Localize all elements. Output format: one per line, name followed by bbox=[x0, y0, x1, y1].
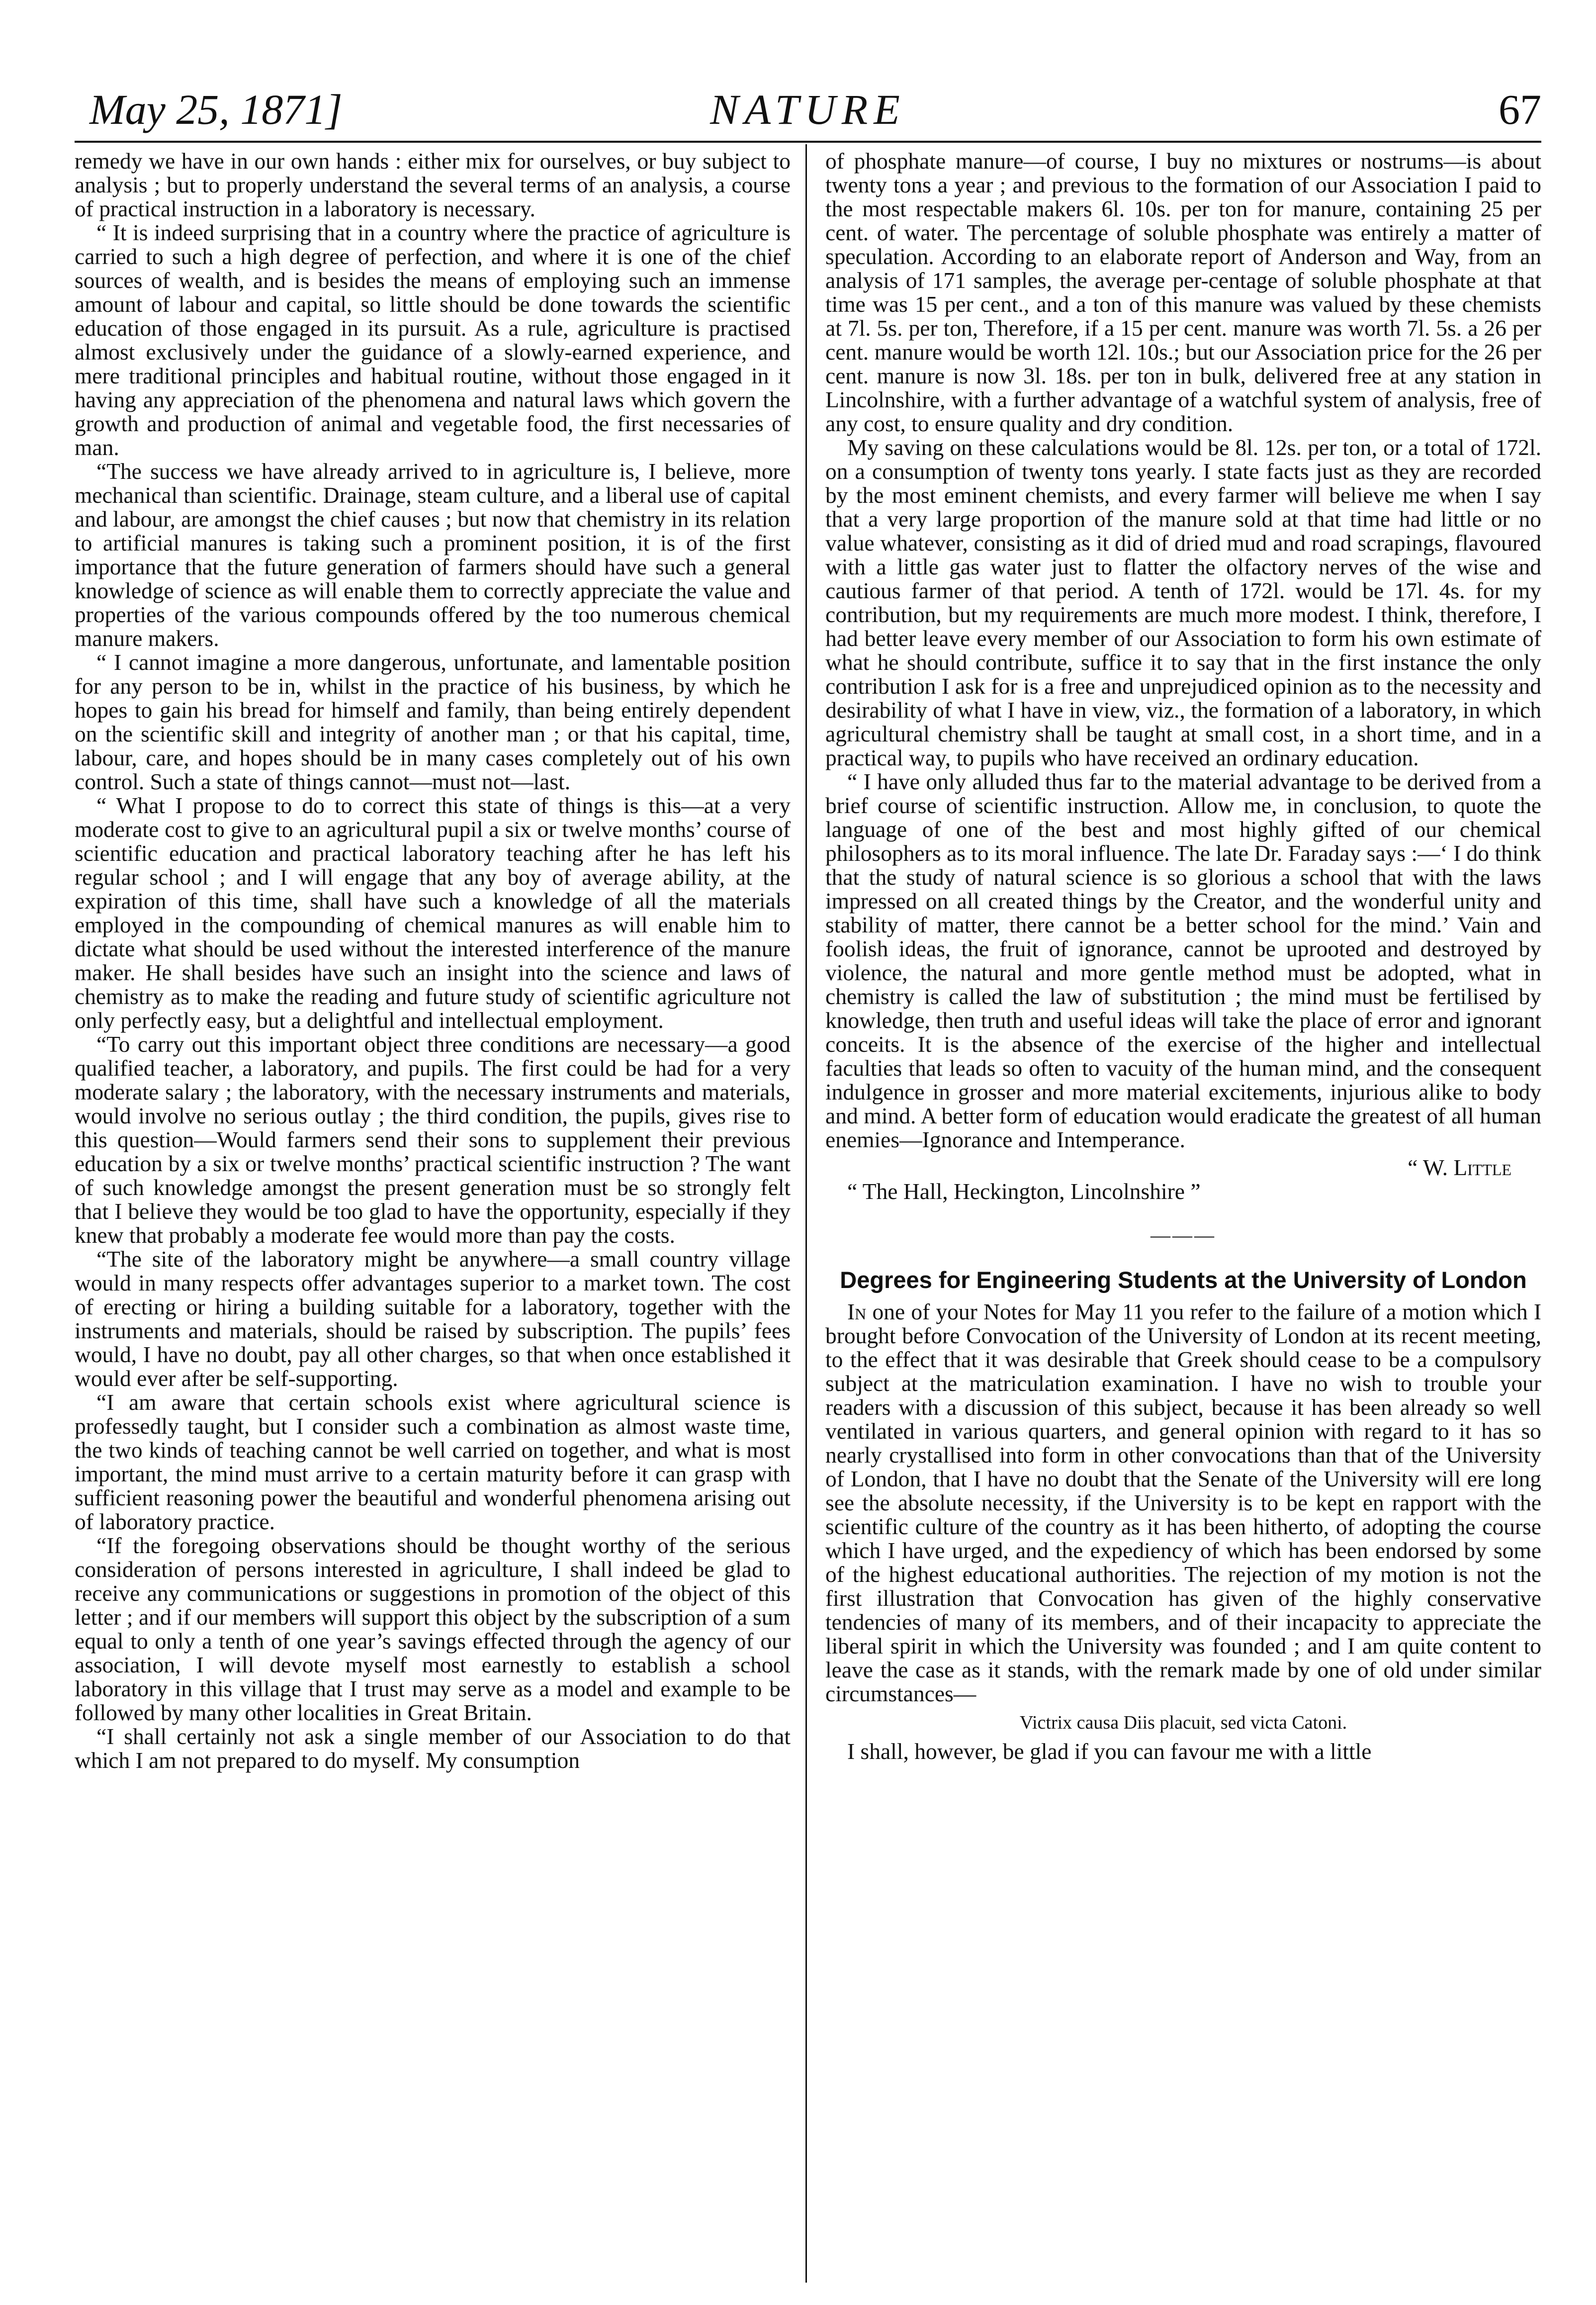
address: “ The Hall, Heckington, Lincolnshire ” bbox=[847, 1179, 1201, 1204]
paragraph: My saving on these calculations would be 8l. 12s. per ton, or a total of 172l. on a consumption of twenty tons yearly. I state facts just as they are recorded by the most eminent chemists, and every farmer will believe me when I say that a very large proportion of the manure sold at that time had little or no value whatever, consisting as it did of dried mud and road scrapings, flavoured with a little gas water just to flatter the olfactory nerves of the wise and cautious farmer of that period. A tenth of 172l. would be 17l. 4s. for my contribution, but my requirements are much more modest. I think, therefore, I had better leave every member of our Association to form his own estimate of what he should contribute, suffice it to say that in the first instance the only contribution I ask for is a free and unprejudiced opinion as to the necessity and desirability of what I have in view, viz., the formation of a laboratory, in which agricultural chemistry shall be taught at small cost, in a short time, and in a practical way, to pupils who have received an ordinary education. bbox=[825, 435, 1541, 770]
section-body: one of your Notes for May 11 you refer to the failure of a motion which I brought before Convocation of the University of London at its recent meeting, to the effect that it was desirable that Greek should cease to be a compulsory subject at the matriculation examination. I have no wish to trouble your readers with a discussion of this subject, because it has been already so well ventilated in various quarters, and general opinion with regard to it has so nearly crystallised into form in other convocations than that of the University of London, that I have no doubt that the Senate of the University will ere long see the absolute necessity, if the University is to be kept en rapport with the scientific culture of the country as it has been hitherto, of adopting the course which I have urged, and the expediency of which has been endorsed by some of the highest educational authorities. The rejection of my motion is not the first illustration that Convocation has given of the highly conservative tendencies of many of its members, and of their incapacity to appreciate the liberal spirit in which the University was founded ; and I am quite content to leave the case as it stands, with the remark made by one of old under similar circumstances— bbox=[825, 1299, 1541, 1706]
page-number: 67 bbox=[1499, 86, 1541, 133]
section-title: Degrees for Engineering Students at the University of London bbox=[840, 1267, 1527, 1293]
paragraph: remedy we have in our own hands : either mix for ourselves, or buy subject to analysis ; but to properly understand the several terms of an analysis, a course of practical instruction in a laboratory is necessary. bbox=[75, 148, 791, 221]
latin-quote: Victrix causa Diis placuit, sed victa Catoni. bbox=[1019, 1712, 1347, 1733]
journal-title: NATURE bbox=[710, 86, 906, 133]
paragraph: “I am aware that certain schools exist where agricultural science is professedly taught, but I consider such a combination as almost waste time, the two kinds of teaching cannot be well carried on together, and what is most important, the mind must arrive to a certain maturity before it can grasp with sufficient reasoning power the beautiful and wonderful phenomena arising out of laboratory practice. bbox=[75, 1389, 791, 1534]
issue-date: May 25, 1871] bbox=[89, 86, 343, 133]
paragraph: “The site of the laboratory might be anywhere—a small country village would in many respects offer advantages superior to a market town. The cost of erecting or hiring a building suitable for a laboratory, together with the instruments and materials, should be raised by subscription. The pupils’ fees would, I have no doubt, pay all other charges, so that when once established it would ever after be self-supporting. bbox=[75, 1246, 791, 1391]
paragraph: “I shall certainly not ask a single member of our Association to do that which I am not prepared to do myself. My consumption bbox=[75, 1724, 791, 1773]
paragraph: “ I cannot imagine a more dangerous, unfortunate, and lamentable position for any person to be in, whilst in the practice of his business, by which he hopes to gain his bread for himself and family, than being entirely dependent on the scientific skill and integrity of another man ; or that his capital, time, labour, care, and hopes should be in many cases completely out of his own control. Such a state of things cannot—must not—last. bbox=[75, 649, 791, 794]
section-paragraph bbox=[825, 1300, 1541, 1706]
right-column bbox=[825, 149, 1541, 1763]
signature bbox=[825, 1156, 1541, 1180]
paragraph: “If the foregoing observations should be thought worthy of the serious consideration of persons interested in agriculture, I shall indeed be glad to receive any communications or suggestions in promotion of the object of this letter ; and if our members will support this object by the subscription of a sum equal to only a tenth of one year’s savings effected through the agency of our association, I will devote myself most earnestly to establish a school laboratory in this village that I trust may serve as a model and example to be followed by many other localities in Great Britain. bbox=[75, 1533, 791, 1725]
section-lead-word: In bbox=[847, 1299, 867, 1324]
header-rule bbox=[75, 141, 1541, 143]
paragraph: “ I have only alluded thus far to the material advantage to be derived from a brief course of scientific instruction. Allow me, in conclusion, to quote the language of one of the best and most highly gifted of our chemical philosophers as to its moral influence. The late Dr. Faraday says :—‘ I do think that the study of natural science is so glorious a school that with the laws impressed on all created things by the Creator, and the wonderful unity and stability of matter, there cannot be a better school for the mind.’ Vain and foolish ideas, the fruit of ignorance, cannot be uprooted and destroyed by violence, the natural and more gentle method must be adopted, what in chemistry is called the law of substitution ; the mind must be fertilised by knowledge, then truth and useful ideas will take the place of error and ignorant conceits. It is the absence of the exercise of the higher and intellectual faculties that leads so often to vacuity of the human mind, and the consequent indulgence in grosser and more material excitements, injurious alike to body and mind. A better form of education would eradicate the greatest of all human enemies—Ignorance and Intemperance. bbox=[825, 769, 1541, 1152]
paragraph: “ What I propose to do to correct this state of things is this—at a very moderate cost to give to an agricultural pupil a six or twelve months’ course of scientific education and practical laboratory teaching after he has left his regular school ; and I will engage that any boy of average ability, at the expiration of this time, shall have such a knowledge of all the materials employed in the compounding of chemical manures as will enable him to dictate what should be used without the interested interference of the manure maker. He shall besides have such an insight into the science and laws of chemistry as to make the reading and future study of scientific agriculture not only perfectly easy, but a delightful and intellectual employment. bbox=[75, 793, 791, 1033]
column-divider bbox=[805, 144, 807, 2283]
paragraph: of phosphate manure—of course, I buy no mixtures or nostrums—is about twenty tons a year ; and previous to the formation of our Association I paid to the most respectable makers 6l. 10s. per ton for manure, containing 25 per cent. of water. The percentage of soluble phosphate was entirely a matter of speculation. According to an elaborate report of Anderson and Way, from an analysis of 171 samples, the average per-centage of soluble phosphate at that time was 15 per cent., and a ton of this manure was valued by these chemists at 7l. 5s. per ton, Therefore, if a 15 per cent. manure was worth 7l. 5s. a 26 per cent. manure would be worth 12l. 10s.; but our Association price for the 26 per cent. manure is now 3l. 18s. per ton in bulk, delivered free at any station in Lincolnshire, with a further advantage of a watchful system of analysis, free of any cost, to ensure quality and dry condition. bbox=[825, 148, 1541, 436]
signature-name: Little bbox=[1453, 1155, 1511, 1180]
paragraph: “ It is indeed surprising that in a country where the practice of agriculture is carried to such a high degree of perfection, and where it is one of the chief sources of wealth, and is besides the means of employing such an immense amount of labour and capital, so little should be done towards the scientific education of those engaged in its pursuit. As a rule, agriculture is practised almost exclusively under the guidance of a slowly-earned experience, and mere traditional principles and habitual routine, without those engaged in it having any appreciation of the phenomena and natural laws which govern the growth and production of animal and vegetable food, the first necessaries of man. bbox=[75, 220, 791, 460]
paragraph: “The success we have already arrived to in agriculture is, I believe, more mechanical than scientific. Drainage, steam culture, and a liberal use of capital and labour, are amongst the chief causes ; but now that chemistry in its relation to artificial manures is taking such a prominent position, it is of the first importance that the future generation of farmers should have such a general knowledge of science as will enable them to correctly appreciate the value and properties of the various compounds offered by the too numerous chemical manure makers. bbox=[75, 459, 791, 651]
left-column bbox=[75, 149, 791, 1772]
page-header bbox=[75, 75, 1541, 139]
closing-paragraph: I shall, however, be glad if you can favour me with a little bbox=[847, 1739, 1372, 1764]
section-separator: ——— bbox=[1151, 1224, 1216, 1246]
paragraph: “To carry out this important object three conditions are necessary—a good qualified teacher, a laboratory, and pupils. The first could be had for a very moderate salary ; the laboratory, with the necessary instruments and materials, would involve no serious outlay ; the third condition, the pupils, gives rise to this question—Would farmers send their sons to supplement their previous education by a six or twelve months’ practical scientific instruction ? The want of such knowledge amongst the present generation must be so strongly felt that I believe they would be too glad to have the opportunity, especially if they knew that probably a moderate fee would more than pay the costs. bbox=[75, 1031, 791, 1248]
signature-prefix: “ W. bbox=[1408, 1155, 1448, 1180]
